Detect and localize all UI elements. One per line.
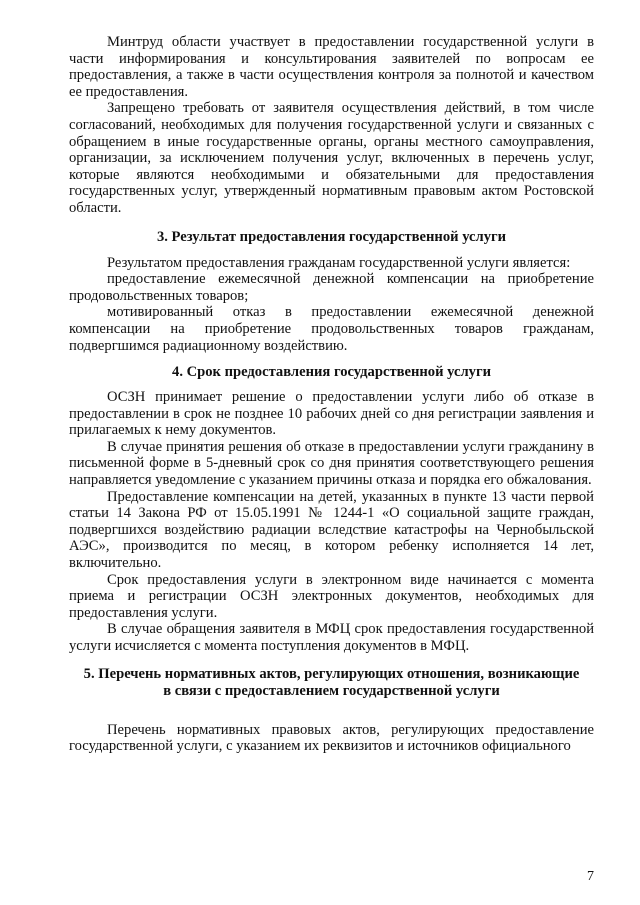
section-5-heading-line-2: в связи с предоставлением государственной услуги	[163, 682, 500, 699]
section-4-paragraph-3: Предоставление компенсации на детей, указанных в пункте 13 части первой статьи 14 Закона РФ от 15.05.1991 № 1244-1 «О социальной защите граждан, подвергшихся воздействию радиации вследствие катастрофы на Чернобыльской АЭС», производится по месяц, в котором ребенку исполняется 14 лет, включительно.	[69, 488, 594, 572]
section-5-paragraph-1: Перечень нормативных правовых актов, регулирующих предоставление государственной услуги, с указанием их реквизитов и источников официального	[69, 721, 594, 755]
section-3-paragraph-2: предоставление ежемесячной денежной компенсации на приобретение продовольственных товаров;	[69, 271, 594, 304]
section-3-paragraph-3: мотивированный отказ в предоставлении ежемесячной денежной компенсации на приобретение продовольственных товаров гражданам, подвергшимся радиационному воздействию.	[69, 304, 594, 354]
document-page	[69, 34, 594, 755]
page-number: 7	[587, 869, 594, 884]
intro-paragraph-2: Запрещено требовать от заявителя осуществления действий, в том числе согласований, необходимых для получения государственной услуги и связанных с обращением в иные государственные органы, органы местного самоуправления, организации, за исключением получения услуг, включенных в перечень услуг, которые являются необходимыми и обязательными для предоставления государственных услуг, утвержденный нормативным правовым актом Ростовской области.	[69, 100, 594, 216]
section-4-paragraph-5: В случае обращения заявителя в МФЦ срок предоставления государственной услуги исчисляется с момента поступления документов в МФЦ.	[69, 621, 594, 654]
section-4-paragraph-4: Срок предоставления услуги в электронном виде начинается с момента приема и регистрации ОСЗН электронных документов, необходимых для предоставления услуги.	[69, 571, 594, 621]
section-5-heading	[69, 666, 594, 700]
section-4-heading: 4. Срок предоставления государственной услуги	[172, 364, 491, 381]
section-4-paragraph-2: В случае принятия решения об отказе в предоставлении услуги гражданину в письменной форме в 5-дневный срок со дня принятия соответствующего решения направляется уведомление с указанием причины отказа и порядка его обжалования.	[69, 438, 594, 489]
section-3-heading: 3. Результат предоставления государственной услуги	[156, 228, 507, 245]
section-3-paragraph-1: Результатом предоставления гражданам государственной услуги является:	[107, 254, 571, 271]
intro-paragraph-1: Минтруд области участвует в предоставлении государственной услуги в части информирования и консультирования заявителей по вопросам ее предоставления, а также в части осуществления контроля за полнотой и качеством ее предоставления.	[69, 34, 594, 100]
section-5-heading-line-1: 5. Перечень нормативных актов, регулирующих отношения, возникающие	[83, 665, 580, 682]
section-4-paragraph-1: ОСЗН принимает решение о предоставлении услуги либо об отказе в предоставлении в срок не позднее 10 рабочих дней со дня регистрации заявления и прилагаемых к нему документов.	[69, 389, 594, 439]
